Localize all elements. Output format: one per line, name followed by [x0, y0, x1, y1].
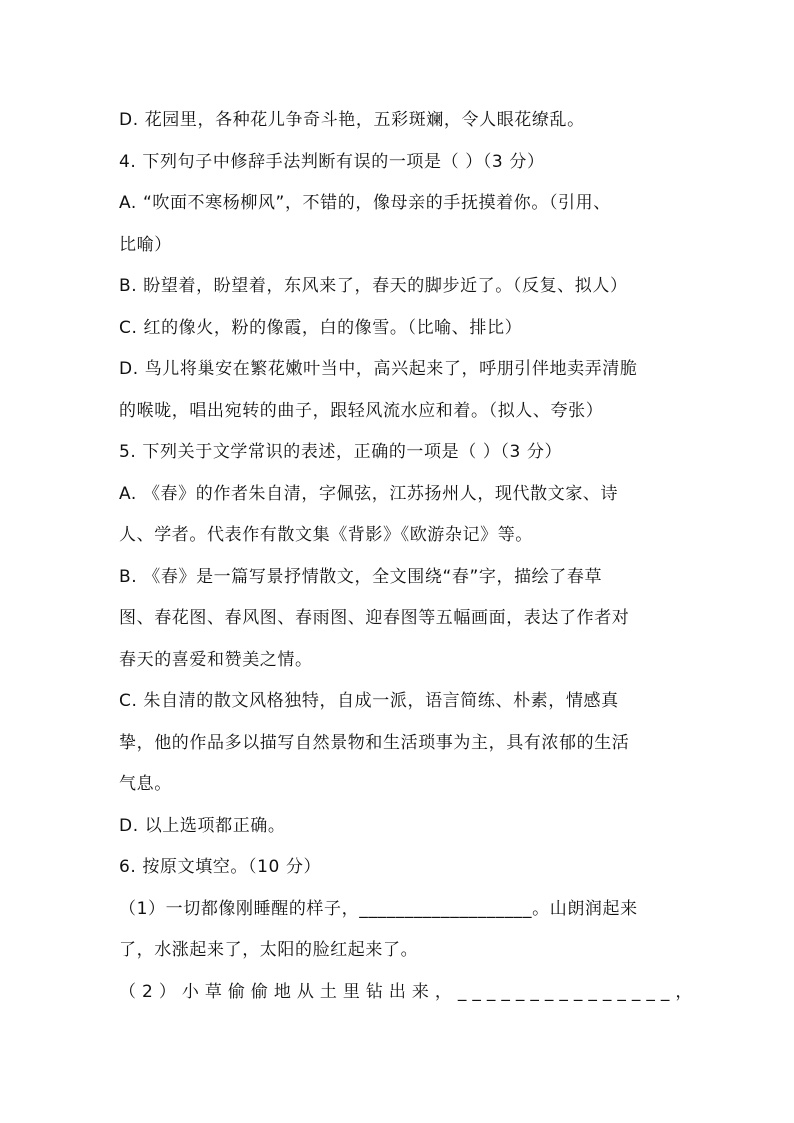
q5-option-b-line3: 春天的喜爱和赞美之情。 [119, 649, 313, 670]
option-d-q3: D. 花园里，各种花儿争奇斗艳，五彩斑斓，令人眼花缭乱。 [119, 110, 585, 130]
q4-option-c: C. 红的像火，粉的像霞，白的像雪。（比喻、排比） [119, 317, 523, 338]
question-6: 6. 按原文填空。（10 分） [119, 857, 322, 877]
q4-option-d-line2: 的喉咙，唱出宛转的曲子，跟轻风流水应和着。（拟人、夸张） [119, 400, 604, 421]
q5-option-b-line2: 图、春花图、春风图、春雨图、迎春图等五幅画面，表达了作者对 [119, 608, 630, 628]
document-page [119, 100, 699, 1013]
question-4: 4. 下列句子中修辞手法判断有误的一项是（ ）（3 分） [119, 151, 545, 172]
q5-option-c-line1: C. 朱自清的散文风格独特，自成一派，语言简练、朴素，情感真 [119, 691, 619, 711]
question-5: 5. 下列关于文学常识的表述，正确的一项是（ ）（3 分） [119, 442, 563, 462]
q4-option-b: B. 盼望着，盼望着，东风来了，春天的脚步近了。（反复、拟人） [119, 276, 628, 296]
q6-item-1-line2: 了，水涨起来了，太阳的脸红起来了。 [119, 940, 419, 960]
q5-option-b-line1: B. 《春》是一篇写景抒情散文，全文围绕“春”字，描绘了春草 [119, 566, 603, 587]
q5-option-c-line2: 挚，他的作品多以描写自然景物和生活琐事为主，具有浓郁的生活 [119, 732, 630, 753]
q6-item-1-line1: （1）一切都像刚睡醒的样子，___________________。山朗润起来 [119, 898, 638, 919]
q5-option-d: D. 以上选项都正确。 [119, 815, 286, 836]
q5-option-a-line2: 人、学者。代表作有散文集《背影》《欧游杂记》等。 [119, 525, 533, 545]
q5-option-c-line3: 气息。 [119, 774, 172, 794]
q4-option-a-line2: 比喻） [119, 234, 172, 255]
q4-option-d-line1: D. 鸟儿将巢安在繁花嫩叶当中，高兴起来了，呼朋引伴地卖弄清脆 [119, 359, 638, 379]
q4-option-a-line1: A. “吹面不寒杨柳风”，不错的，像母亲的手抚摸着你。（引用、 [119, 193, 611, 213]
q5-option-a-line1: A. 《春》的作者朱自清，字佩弦，江苏扬州人，现代散文家、诗 [119, 483, 619, 504]
q6-item-2: （2）小草偷偷地从土里钻出来，_______________， [119, 981, 699, 1002]
